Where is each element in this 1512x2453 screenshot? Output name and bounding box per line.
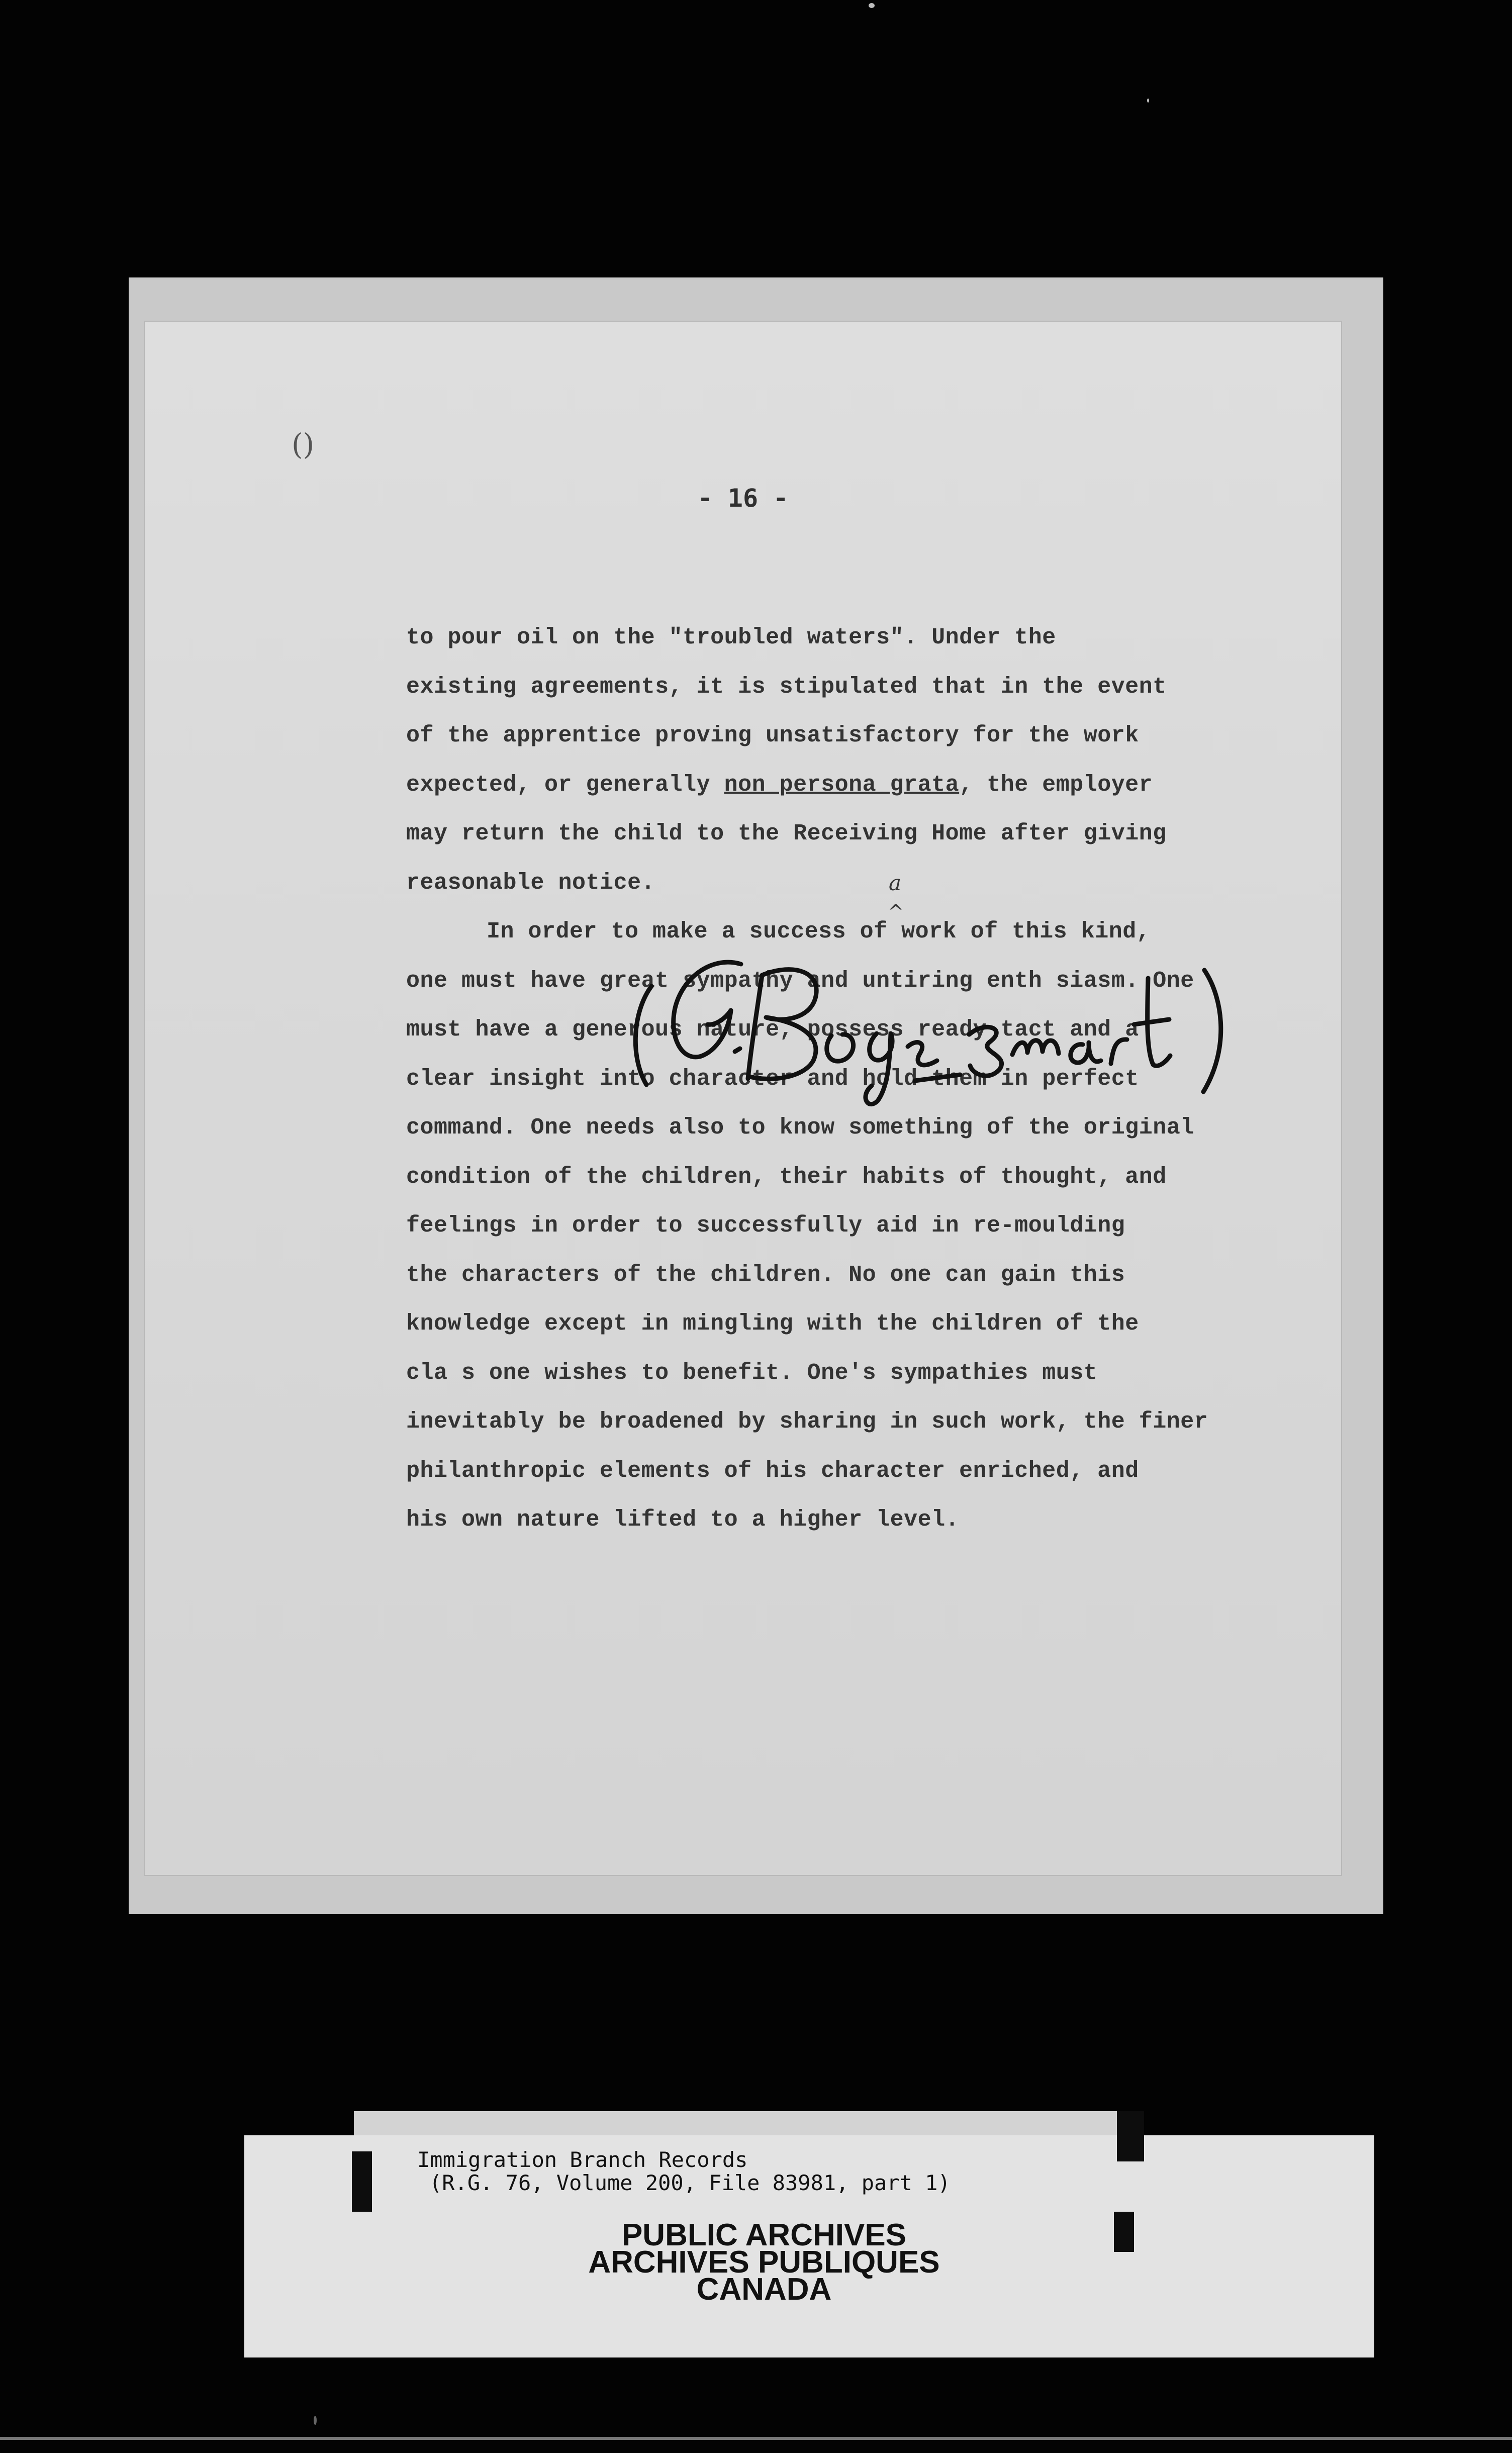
text-fragment: , the employer [959, 772, 1153, 798]
dust-speck [1147, 99, 1149, 103]
dust-speck [869, 3, 875, 8]
archives-stamp [437, 2218, 1091, 2307]
film-edge-line [0, 2437, 1512, 2440]
text-line: one must have great sympathy and untiring enth siasm. One [406, 968, 1194, 994]
text-line: his own nature lifted to a higher level. [406, 1507, 960, 1533]
text-line: existing agreements, it is stipulated that in the event [406, 674, 1167, 700]
text-line: cla s one wishes to benefit. One's sympathies must [406, 1360, 1098, 1386]
underlined-latin-phrase: non persona grata [724, 772, 960, 798]
text-line: feelings in order to successfully aid in re-moulding [406, 1213, 1125, 1239]
text-line: to pour oil on the "troubled waters". Under the [406, 625, 1056, 650]
text-line: of the apprentice proving unsatisfactory for the work [406, 723, 1139, 748]
text-line: clear insight into character and hold them in perfect [406, 1066, 1139, 1092]
record-series-title: Immigration Branch Records [417, 2147, 748, 2172]
text-line: inevitably be broadened by sharing in such work, the finer [406, 1409, 1208, 1435]
page-number: - 16 - [697, 484, 789, 513]
archives-name-english: PUBLIC ARCHIVES [621, 2218, 907, 2252]
caret-icon: ^ [888, 901, 904, 923]
paragraph-start: In order to make a success of work of this kind, [487, 919, 1151, 945]
text-line: may return the child to the Receiving Home after giving [406, 821, 1167, 846]
document-page [145, 322, 1341, 1875]
inserted-letter: a [889, 871, 902, 895]
dust-speck [314, 2416, 317, 2425]
record-reference: (R.G. 76, Volume 200, File 83981, part 1) [429, 2171, 951, 2195]
text-line: condition of the children, their habits of thought, and [406, 1164, 1167, 1190]
text-line [406, 761, 1271, 810]
text-line: knowledge except in mingling with the children of the [406, 1311, 1139, 1337]
archives-country: CANADA [696, 2272, 832, 2307]
text-line: philanthropic elements of his character enriched, and [406, 1458, 1139, 1484]
text-line: the characters of the children. No one can gain this [406, 1262, 1125, 1288]
archives-name-french: ARCHIVES PUBLIQUES [588, 2245, 940, 2280]
text-line: reasonable notice. [406, 870, 655, 896]
label-tab [1114, 2212, 1134, 2252]
handwritten-insertion [888, 871, 904, 923]
label-tab [352, 2151, 372, 2212]
text-fragment: expected, or generally [406, 772, 724, 798]
label-tab [1117, 2111, 1144, 2161]
text-line: command. One needs also to know something of the original [406, 1115, 1194, 1141]
signature-image [615, 935, 1309, 1116]
page-mark: () [292, 427, 315, 461]
text-line: must have a generous nature, possess ready tact and a [406, 1017, 1139, 1043]
